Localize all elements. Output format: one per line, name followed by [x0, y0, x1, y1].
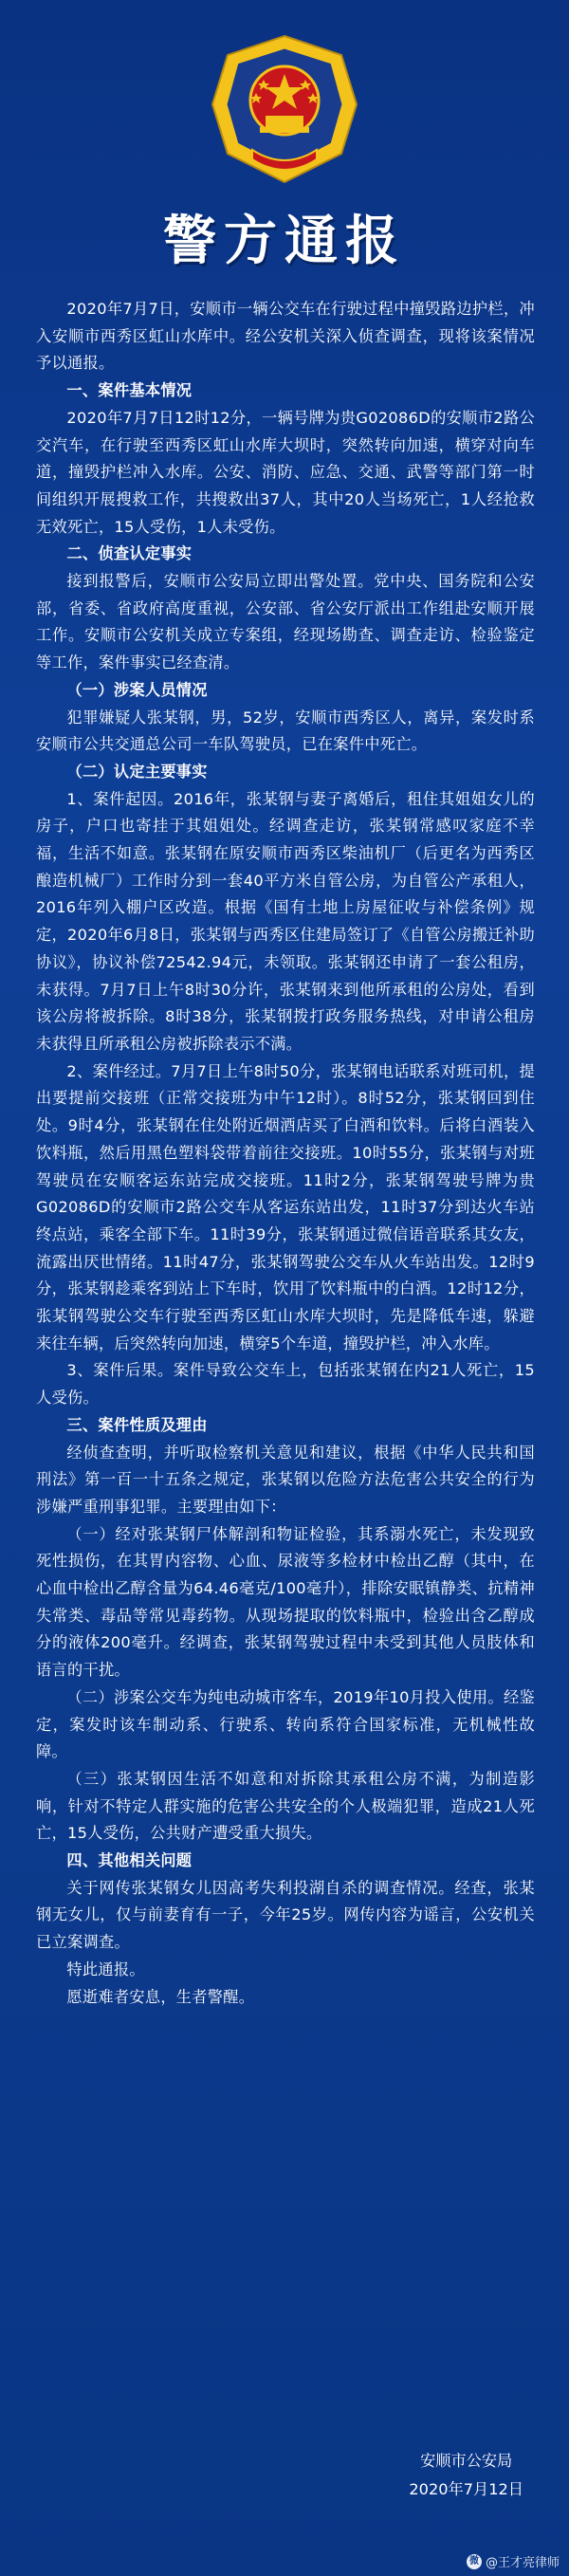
emblem-container — [0, 28, 569, 190]
body-paragraph: 1、案件起因。2016年，张某钢与妻子离婚后，租住其姐姐女儿的房子，户口也寄挂于其姐姐处。经调查走访，张某钢常感叹家庭不幸福，生活不如意。张某钢在原安顺市西秀区柴油机厂（后更名为西秀区酿造机械厂）工作时分到一套40平方米自管公房，为自管公产承租人，2016年列入棚户区改造。根据《国有土地上房屋征收与补偿条例》规定，2020年6月8日，张某钢与西秀区住建局签订了《自管公房搬迁补助协议》，协议补偿72542.94元，未领取。张某钢还申请了一套公租房，未获得。7月7日上午8时30分许，张某钢来到他所承租的公房处，看到该公房将被拆除。8时38分，张某钢拨打政务服务热线，对申请公租房未获得且所承租公房被拆除表示不满。 — [36, 789, 535, 1053]
body-paragraph: 2020年7月7日12时12分，一辆号牌为贵G02086D的安顺市2路公交汽车，在行驶至西秀区虹山水库大坝时，突然转向加速，横穿对向车道，撞毁护栏冲入水库。公安、消防、应急、交通、武警等部门第一时间组织开展搜救工作，共搜救出37人，其中20人当场死亡，1人经抢救无效死亡，15人受伤，1人未受伤。 — [36, 408, 535, 536]
watermark — [467, 2552, 560, 2570]
signature-org: 安顺市公安局 — [420, 2452, 513, 2470]
body-paragraph: 2、案件经过。7月7日上午8时50分，张某钢电话联系对班司机，提出要提前交接班（正常交接班为中午12时）。8时52分，张某钢回到住处。9时4分，张某钢在住处附近烟酒店买了白酒和饮料。后将白酒装入饮料瓶，然后用黑色塑料袋带着前往交接班。10时55分，张某钢与对班驾驶员在安顺客运东站完成交接班。11时2分，张某钢驾驶号牌为贵G02086D的安顺市2路公交车从客运东站出发，11时37分到达火车站终点站，乘客全部下车。11时39分，张某钢通过微信语音联系其女友，流露出厌世情绪。11时47分，张某钢驾驶公交车从火车站出发。12时9分，张某钢趁乘客到站上下车时，饮用了饮料瓶中的白酒。12时12分，张某钢驾驶公交车行驶至西秀区虹山水库大坝时，先是降低车速，躲避来往车辆，后突然转向加速，横穿5个车道，撞毁护栏，冲入水库。 — [36, 1061, 535, 1352]
body-paragraph: 经侦查查明，并听取检察机关意见和建议，根据《中华人民共和国刑法》第一百一十五条之规定，张某钢以危险方法危害公共安全的行为涉嫌严重刑事犯罪。主要理由如下： — [36, 1443, 535, 1516]
section-heading: （一）涉案人员情况 — [66, 680, 208, 699]
police-emblem-icon — [199, 28, 370, 190]
body-paragraph: 特此通报。 — [66, 1960, 145, 1978]
weibo-logo-icon: 微 — [467, 2554, 482, 2569]
notice-body — [36, 296, 535, 2011]
section-heading: 一、案件基本情况 — [66, 381, 193, 400]
signature-date: 2020年7月12日 — [409, 2480, 523, 2498]
section-heading: 三、案件性质及理由 — [66, 1415, 208, 1434]
body-paragraph: 犯罪嫌疑人张某钢，男，52岁，安顺市西秀区人，离异，案发时系安顺市公共交通总公司一车队驾驶员，已在案件中死亡。 — [36, 708, 535, 754]
page-title: 警方通报 — [163, 211, 406, 272]
body-paragraph: （二）涉案公交车为纯电动城市客车，2019年10月投入使用。经鉴定，案发时该车制动系、行驶系、转向系符合国家标准，无机械性故障。 — [36, 1687, 535, 1761]
body-paragraph: 2020年7月7日，安顺市一辆公交车在行驶过程中撞毁路边护栏，冲入安顺市西秀区虹山水库中。经公安机关深入侦查调查，现将该案情况予以通报。 — [36, 300, 535, 373]
section-heading: 四、其他相关问题 — [66, 1851, 193, 1870]
section-heading: （二）认定主要事实 — [66, 762, 208, 781]
body-paragraph: 接到报警后，安顺市公安局立即出警处置。党中央、国务院和公安部，省委、省政府高度重视，公安部、省公安厅派出工作组赴安顺开展工作。安顺市公安机关成立专案组，经现场勘查、调查走访、检验鉴定等工作，案件事实已经查清。 — [36, 572, 535, 672]
body-paragraph: 愿逝难者安息，生者警醒。 — [66, 1987, 255, 2006]
signature-block — [409, 2447, 523, 2504]
body-paragraph: 关于网传张某钢女儿因高考失利投湖自杀的调查情况。经查，张某钢无女儿，仅与前妻育有一子，今年25岁。网传内容为谣言，公安机关已立案调查。 — [36, 1878, 535, 1952]
section-heading: 二、侦查认定事实 — [66, 544, 193, 563]
body-paragraph: 3、案件后果。案件导致公交车上，包括张某钢在内21人死亡，15人受伤。 — [36, 1361, 535, 1408]
watermark-text: @王才亮律师 — [485, 2556, 560, 2570]
body-paragraph: （三）张某钢因生活不如意和对拆除其承租公房不满，为制造影响，针对不特定人群实施的危害公共安全的个人极端犯罪，造成21人死亡，15人受伤，公共财产遭受重大损失。 — [36, 1769, 535, 1843]
body-paragraph: （一）经对张某钢尸体解剖和物证检验，其系溺水死亡，未发现致死性损伤，在其胃内容物、心血、尿液等多检材中检出乙醇（其中，在心血中检出乙醇含量为64.46毫克/100毫升），排除安眠镇静类、抗精神失常类、毒品等常见毒药物。从现场提取的饮料瓶中，检验出含乙醇成分的液体200毫升。经调查，张某钢驾驶过程中未受到其他人员肢体和语言的干扰。 — [36, 1524, 535, 1680]
